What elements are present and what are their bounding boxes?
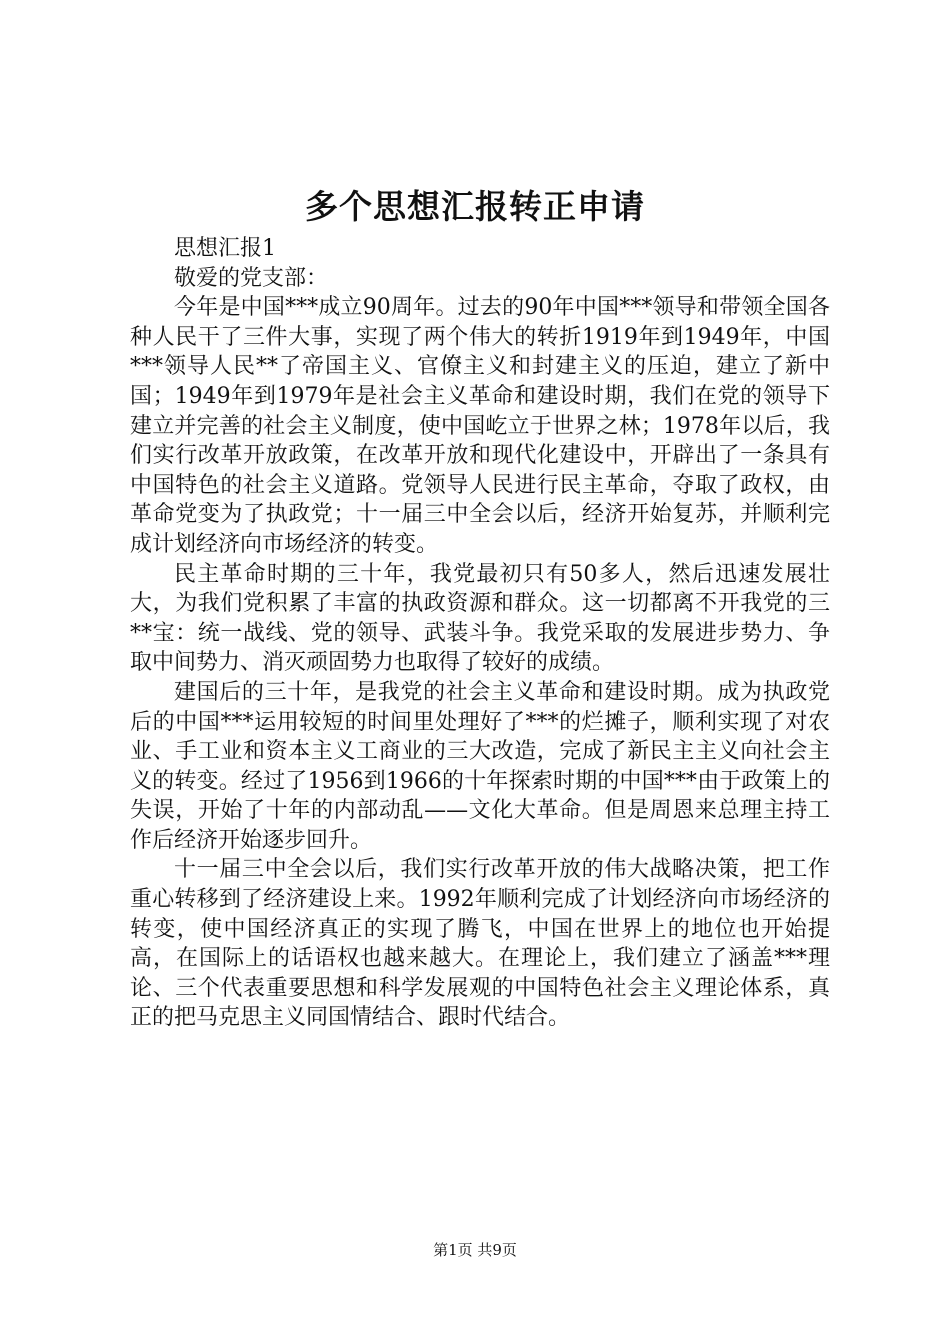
- body-paragraph: 民主革命时期的三十年，我党最初只有50多人，然后迅速发展壮大，为我们党积累了丰富的执政资源和群众。这一切都离不开我党的三**宝：统一战线、党的领导、武装斗争。我党采取的发展进步势力、争取中间势力、消灭顽固势力也取得了较好的成绩。: [130, 561, 830, 676]
- body-paragraph: 建国后的三十年，是我党的社会主义革命和建设时期。成为执政党后的中国***运用较短的时间里处理好了***的烂摊子，顺利实现了对农业、手工业和资本主义工商业的三大改造，完成了新民主主义向社会主义的转变。经过了1956到1966的十年探索时期的中国***由于政策上的失误，开始了十年的内部动乱——文化大革命。但是周恩来总理主持工作后经济开始逐步回升。: [130, 679, 830, 853]
- section-heading: 思想汇报1: [174, 236, 276, 261]
- body-paragraph: 今年是中国***成立90周年。过去的90年中国***领导和带领全国各种人民干了三件大事，实现了两个伟大的转折1919年到1949年，中国***领导人民**了帝国主义、官僚主义和封建主义的压迫，建立了新中国；1949年到1979年是社会主义革命和建设时期，我们在党的领导下建立并完善的社会主义制度，使中国屹立于世界之林；1978年以后，我们实行改革开放政策，在改革开放和现代化建设中，开辟出了一条具有中国特色的社会主义道路。党领导人民进行民主革命，夺取了政权，由革命党变为了执政党；十一届三中全会以后，经济开始复苏，并顺利完成计划经济向市场经济的转变。: [130, 295, 830, 557]
- document-body: [130, 234, 830, 1033]
- body-paragraph: 十一届三中全会以后，我们实行改革开放的伟大战略决策，把工作重心转移到了经济建设上来。1992年顺利完成了计划经济向市场经济的转变，使中国经济真正的实现了腾飞，中国在世界上的地位也开始提高，在国际上的话语权也越来越大。在理论上，我们建立了涵盖***理论、三个代表重要思想和科学发展观的中国特色社会主义理论体系，真正的把马克思主义同国情结合、跟时代结合。: [130, 857, 830, 1031]
- page-number-footer: 第1页 共9页: [433, 1241, 517, 1259]
- document-title: 多个思想汇报转正申请: [305, 187, 645, 226]
- salutation: 敬爱的党支部：: [174, 265, 329, 291]
